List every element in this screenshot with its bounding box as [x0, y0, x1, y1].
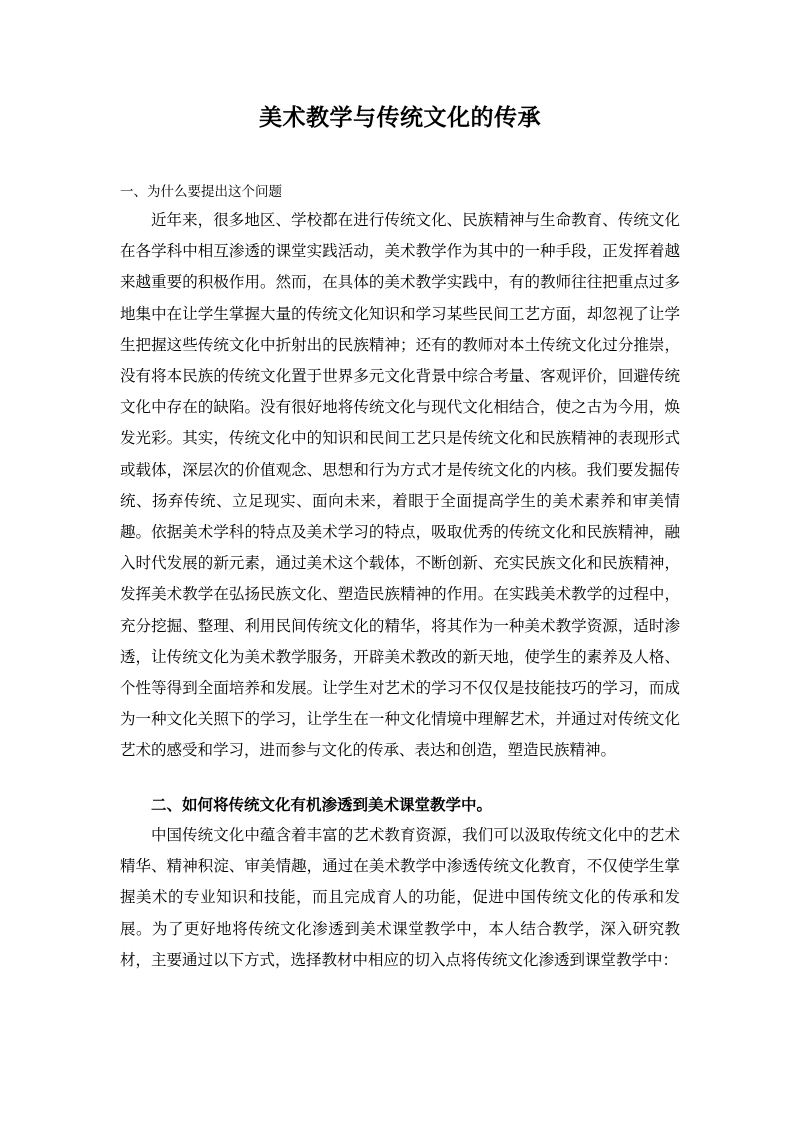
section-2-heading: 二、如何将传统文化有机渗透到美术课堂教学中。: [151, 795, 493, 814]
section-1-heading: 一、为什么要提出这个问题: [120, 184, 282, 200]
section-2-paragraph: 中国传统文化中蕴含着丰富的艺术教育资源，我们可以汲取传统文化中的艺术精华、精神积淀、审美情趣，通过在美术教学中渗透传统文化教育，不仅使学生掌握美术的专业知识和技能，而且完成育人的功能，促进中国传统文化的传承和发展。为了更好地将传统文化渗透到美术课堂教学中，本人结合教学，深入研究教材，主要通过以下方式，选择教材中相应的切入点将传统文化渗透到课堂教学中：: [120, 826, 680, 969]
section-1-paragraph: 近年来，很多地区、学校都在进行传统文化、民族精神与生命教育、传统文化在各学科中相互渗透的课堂实践活动，美术教学作为其中的一种手段，正发挥着越来越重要的积极作用。然而，在具体的美术教学实践中，有的教师往往把重点过多地集中在让学生掌握大量的传统文化知识和学习某些民间工艺方面，却忽视了让学生把握这些传统文化中折射出的民族精神；还有的教师对本土传统文化过分推崇，没有将本民族的传统文化置于世界多元文化背景中综合考量、客观评价，回避传统文化中存在的缺陷。没有很好地将传统文化与现代文化相结合，使之古为今用，焕发光彩。其实，传统文化中的知识和民间工艺只是传统文化和民族精神的表现形式或载体，深层次的价值观念、思想和行为方式才是传统文化的内核。我们要发掘传统、扬弃传统、立足现实、面向未来，着眼于全面提高学生的美术素养和审美情趣。依据美术学科的特点及美术学习的特点，吸取优秀的传统文化和民族精神，融入时代发展的新元素，通过美术这个载体，不断创新、充实民族文化和民族精神，发挥美术教学在弘扬民族文化、塑造民族精神的作用。在实践美术教学的过程中，充分挖掘、整理、利用民间传统文化的精华，将其作为一种美术教学资源，适时渗透，让传统文化为美术教学服务，开辟美术教改的新天地，使学生的素养及人格、个性等得到全面培养和发展。让学生对艺术的学习不仅仅是技能技巧的学习，而成为一种文化关照下的学习，让学生在一种文化情境中理解艺术，并通过对传统文化艺术的感受和学习，进而参与文化的传承、表达和创造，塑造民族精神。: [120, 211, 680, 760]
document-title: 美术教学与传统文化的传承: [259, 104, 541, 131]
